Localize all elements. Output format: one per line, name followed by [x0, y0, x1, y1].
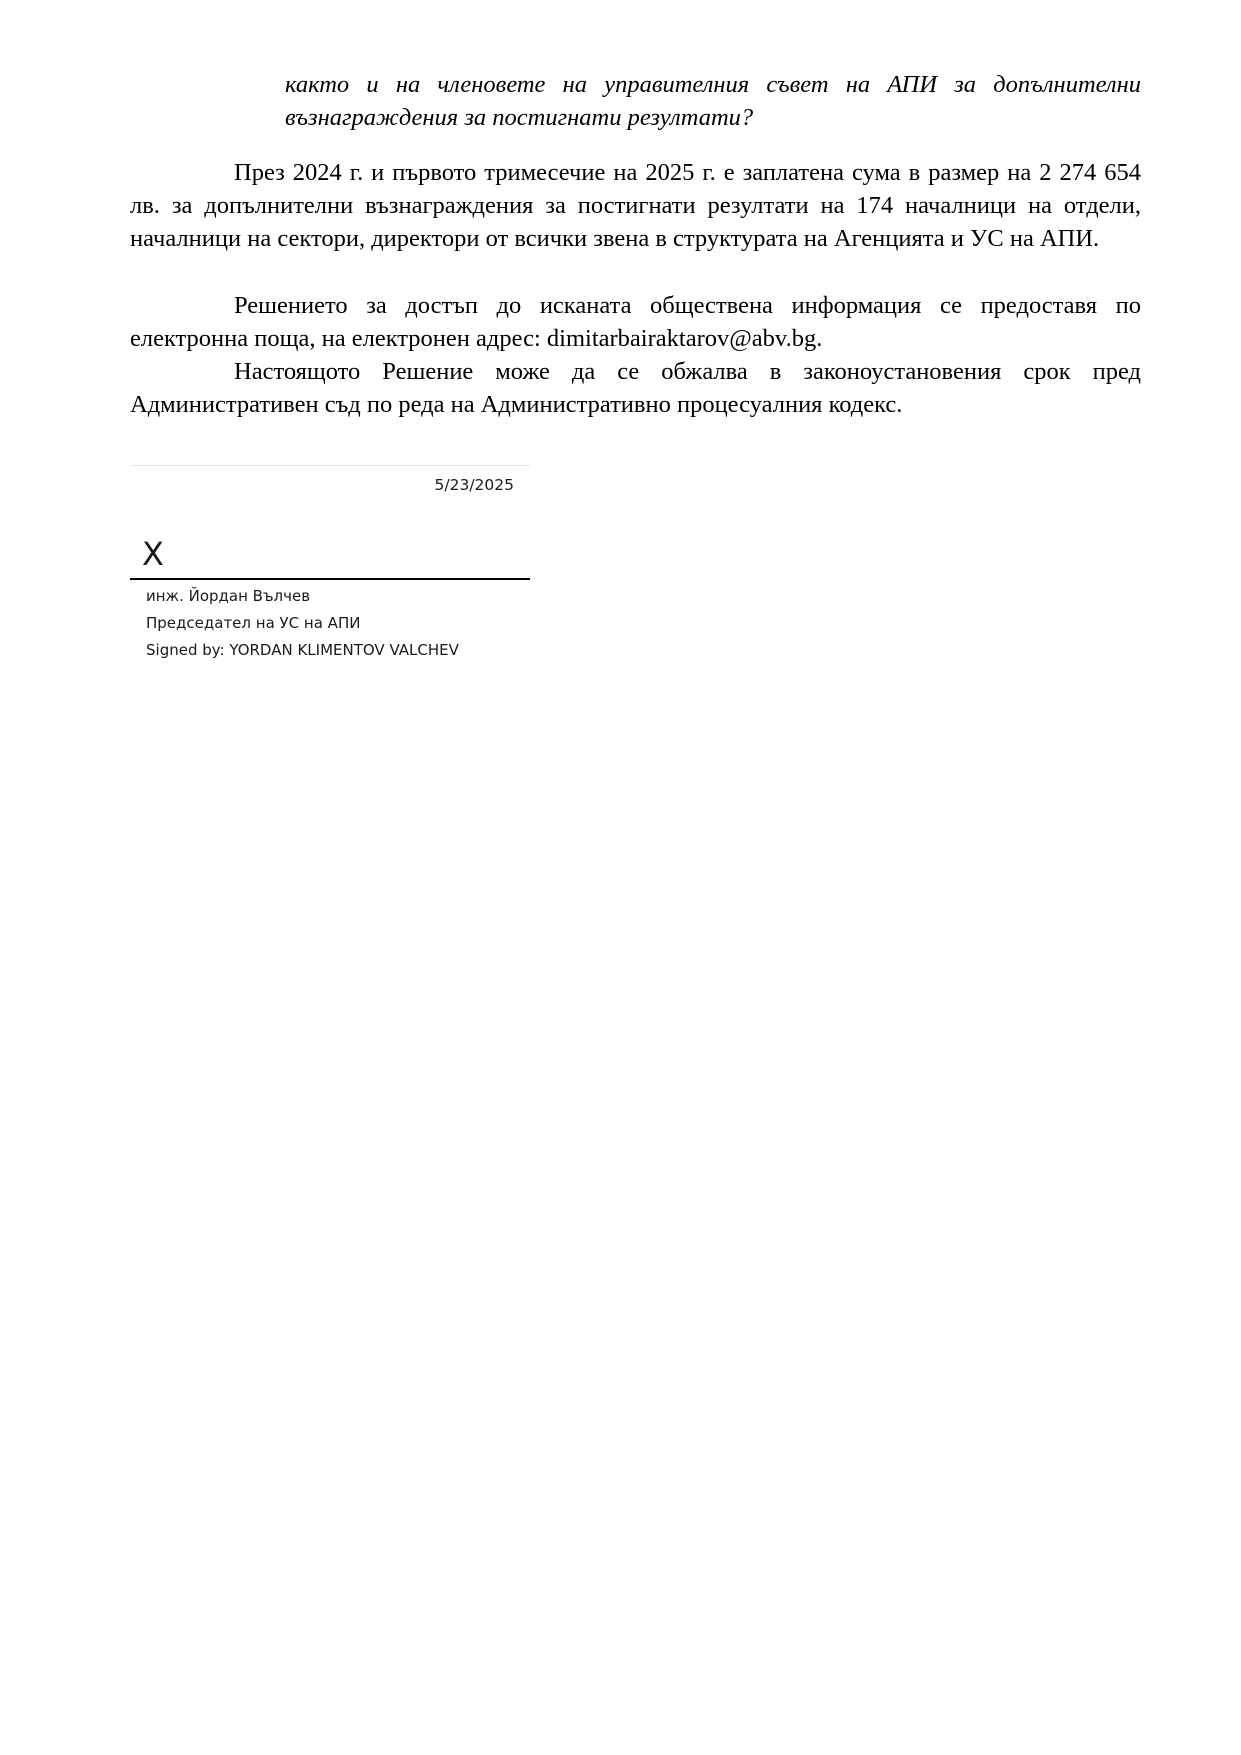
signer-title: Председател на УС на АПИ: [146, 614, 361, 632]
signature-line: [130, 578, 530, 580]
signed-by-text: Signed by: YORDAN KLIMENTOV VALCHEV: [146, 641, 459, 659]
signature-date: 5/23/2025: [434, 476, 514, 494]
question-text: както и на членовете на управителния съвет на АПИ за допълнителни възнаграждения за постигнати резултати?: [285, 71, 1141, 131]
signature-mark: X: [142, 535, 164, 573]
signature-top-divider: [130, 465, 530, 466]
paragraph-delivery-method: Решението за достъп до исканата обществена информация се предоставя по електронна поща, на електронен адрес: dimitarbairaktarov@abv.bg.: [130, 292, 1141, 352]
signer-name: инж. Йордан Вълчев: [146, 587, 311, 605]
paragraph-appeal-notice: Настоящото Решение може да се обжалва в законоустановения срок пред Административен съд по реда на Административно процесуалния кодекс.: [130, 358, 1141, 418]
paragraph-payment-info: През 2024 г. и първото тримесечие на 2025 г. е заплатена сума в размер на 2 274 654 лв. за допълнителни възнаграждения за постигнати резултати на 174 началници на отдели, началници на сектори, директори от всички звена в структурата на Агенцията и УС на АПИ.: [130, 159, 1141, 252]
